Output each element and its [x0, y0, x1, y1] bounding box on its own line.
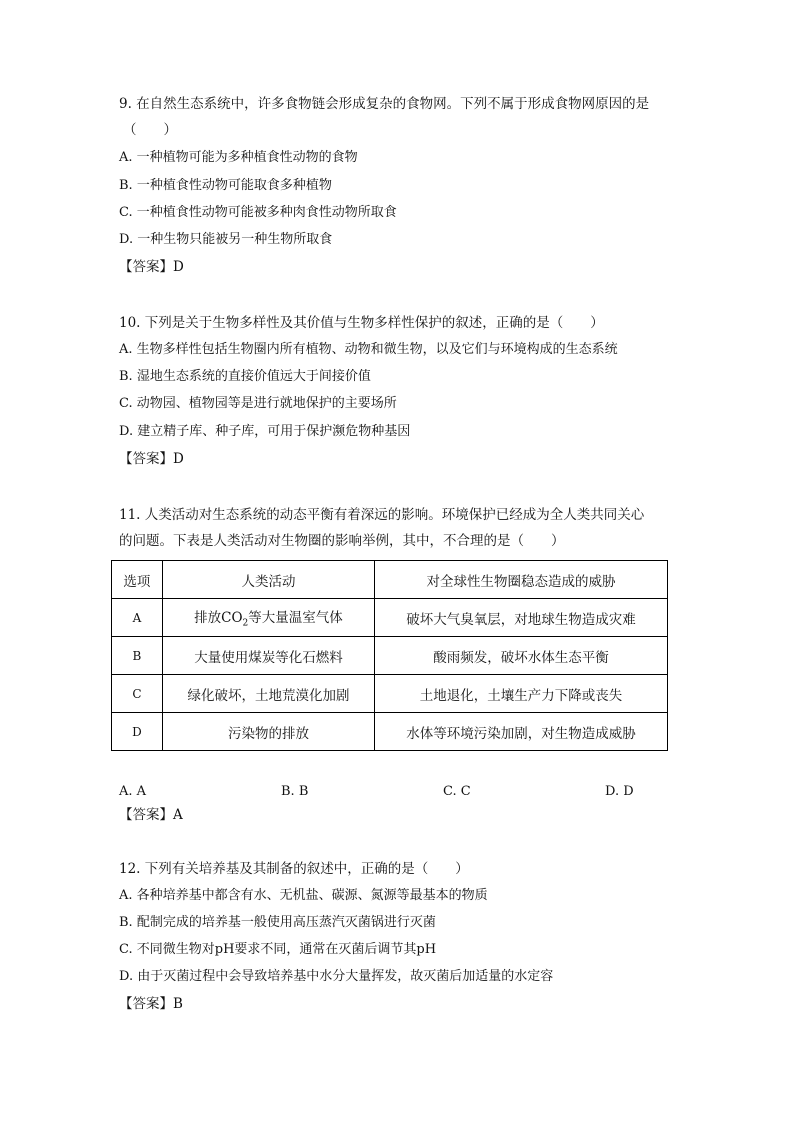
- q11-choice-a: A. A: [119, 784, 147, 799]
- q11-table: [111, 560, 668, 751]
- q12-option-a: A. 各种培养基中都含有水、无机盐、碳源、氮源等最基本的物质: [119, 888, 488, 903]
- table-header-option: 选项: [112, 561, 163, 599]
- q11-choice-d: D. D: [605, 784, 634, 799]
- row-b-label: B: [112, 637, 163, 675]
- row-a-threat: 破坏大气臭氧层，对地球生物造成灾难: [375, 599, 668, 637]
- table-row: [112, 599, 668, 637]
- table-header-activity: 人类活动: [162, 561, 374, 599]
- q10-option-d: D. 建立精子库、种子库，可用于保护濒危物种基因: [119, 424, 411, 439]
- q10-answer: 【答案】D: [119, 451, 184, 467]
- row-d-label: D: [112, 713, 163, 751]
- row-a-label: A: [112, 599, 163, 637]
- q11-stem-line1: 11. 人类活动对生态系统的动态平衡有着深远的影响。环境保护已经成为全人类共同关心: [119, 507, 645, 523]
- q12-option-d: D. 由于灭菌过程中会导致培养基中水分大量挥发，故灭菌后加适量的水定容: [119, 969, 554, 984]
- q9-option-c: C. 一种植食性动物可能被多种肉食性动物所取食: [119, 205, 397, 220]
- q9-stem: 9. 在自然生态系统中，许多食物链会形成复杂的食物网。下列不属于形成食物网原因的是: [119, 96, 650, 112]
- q11-choice-b: B. B: [281, 784, 309, 799]
- q12-stem: 12. 下列有关培养基及其制备的叙述中，正确的是（ ）: [119, 861, 469, 877]
- row-c-label: C: [112, 675, 163, 713]
- q10-option-c: C. 动物园、植物园等是进行就地保护的主要场所: [119, 396, 397, 411]
- q12-answer: 【答案】B: [119, 996, 183, 1012]
- q10-option-b: B. 湿地生态系统的直接价值远大于间接价值: [119, 369, 371, 384]
- table-header-threat: 对全球性生物圈稳态造成的威胁: [375, 561, 668, 599]
- row-c-activity: 绿化破坏，土地荒漠化加剧: [162, 675, 374, 713]
- q9-option-d: D. 一种生物只能被另一种生物所取食: [119, 232, 333, 247]
- row-b-threat: 酸雨频发，破坏水体生态平衡: [375, 637, 668, 675]
- q9-answer: 【答案】D: [119, 259, 184, 275]
- row-d-activity: 污染物的排放: [162, 713, 374, 751]
- table-row: [112, 675, 668, 713]
- row-a-activity: 排放$CO_2$等大量温室气体: [162, 599, 374, 637]
- table-row: [112, 713, 668, 751]
- row-c-threat: 土地退化，土壤生产力下降或丧失: [375, 675, 668, 713]
- row-b-activity: 大量使用煤炭等化石燃料: [162, 637, 374, 675]
- q9-blank: （ ）: [123, 122, 177, 138]
- q12-option-c: C. 不同微生物对pH要求不同，通常在灭菌后调节其pH: [119, 942, 437, 957]
- q11-choice-c: C. C: [443, 784, 471, 799]
- table-header-row: [112, 561, 668, 599]
- q10-stem: 10. 下列是关于生物多样性及其价值与生物多样性保护的叙述，正确的是（ ）: [119, 315, 604, 331]
- row-d-threat: 水体等环境污染加剧，对生物造成威胁: [375, 713, 668, 751]
- q9-option-a: A. 一种植物可能为多种植食性动物的食物: [119, 150, 358, 165]
- q10-option-a: A. 生物多样性包括生物圈内所有植物、动物和微生物，以及它们与环境构成的生态系统: [119, 342, 618, 357]
- q12-option-b: B. 配制完成的培养基一般使用高压蒸汽灭菌锅进行灭菌: [119, 915, 436, 930]
- q11-stem-line2: 的问题。下表是人类活动对生物圈的影响举例，其中，不合理的是（ ）: [119, 533, 565, 549]
- q11-answer: 【答案】A: [119, 807, 183, 823]
- q9-option-b: B. 一种植食性动物可能取食多种植物: [119, 178, 332, 193]
- table-row: [112, 637, 668, 675]
